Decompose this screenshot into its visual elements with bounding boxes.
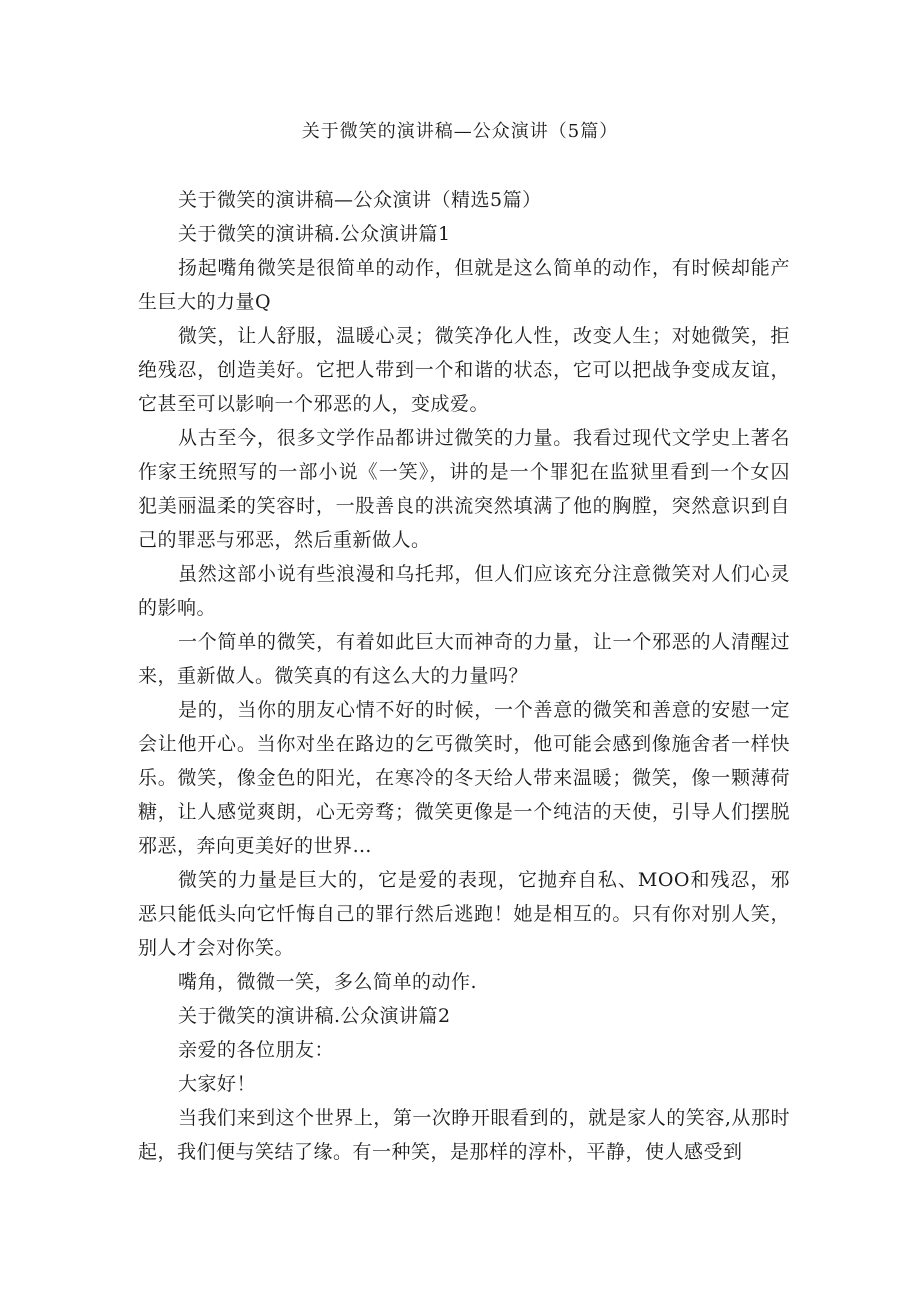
paragraph-section-heading-2: 关于微笑的演讲稿.公众演讲篇2 [178, 1005, 451, 1027]
document-title: 关于微笑的演讲稿—公众演讲（5篇） [301, 121, 619, 142]
paragraph: 微笑的力量是巨大的，它是爱的表现，它抛弃自私、MOO和残忍，邪恶只能低头向它忏悔自己的罪行然后逃跑！她是相互的。只有你对别人笑，别人才会对你笑。 [138, 869, 790, 959]
paragraph: 当我们来到这个世界上，第一次睁开眼看到的，就是家人的笑容,从那时起，我们便与笑结了缘。有一种笑，是那样的淳朴，平静，使人感受到 [138, 1107, 790, 1163]
paragraph: 虽然这部小说有些浪漫和乌托邦，但人们应该充分注意微笑对人们心灵的影响。 [138, 563, 790, 619]
paragraph-section-heading-1: 关于微笑的演讲稿.公众演讲篇1 [178, 223, 451, 245]
paragraph: 嘴角，微微一笑，多么简单的动作. [178, 971, 478, 993]
document-body [138, 183, 790, 1169]
paragraph-greeting: 大家好！ [178, 1073, 257, 1095]
paragraph: 是的，当你的朋友心情不好的时候，一个善意的微笑和善意的安慰一定会让他开心。当你对坐在路边的乞丐微笑时，他可能会感到像施舍者一样快乐。微笑，像金色的阳光，在寒冷的冬天给人带来温暖；微笑，像一颗薄荷糖，让人感觉爽朗，心无旁骛；微笑更像是一个纯洁的天使，引导人们摆脱邪恶，奔向更美好的世界… [138, 699, 790, 857]
paragraph: 扬起嘴角微笑是很简单的动作，但就是这么简单的动作，有时候却能产生巨大的力量Q [138, 257, 790, 313]
paragraph: 从古至今，很多文学作品都讲过微笑的力量。我看过现代文学史上著名作家王统照写的一部小说《一笑》，讲的是一个罪犯在监狱里看到一个女囚犯美丽温柔的笑容时，一股善良的洪流突然填满了他的胸膛，突然意识到自己的罪恶与邪恶，然后重新做人。 [138, 427, 790, 551]
paragraph: 微笑，让人舒服，温暖心灵；微笑净化人性，改变人生；对她微笑，拒绝残忍，创造美好。它把人带到一个和谐的状态，它可以把战争变成友谊，它甚至可以影响一个邪恶的人，变成爱。 [138, 325, 790, 415]
paragraph-subtitle: 关于微笑的演讲稿—公众演讲（精选5篇） [178, 189, 542, 211]
paragraph-salutation: 亲爱的各位朋友： [178, 1039, 335, 1061]
paragraph: 一个简单的微笑，有着如此巨大而神奇的力量，让一个邪恶的人清醒过来，重新做人。微笑真的有这么大的力量吗？ [138, 631, 790, 687]
